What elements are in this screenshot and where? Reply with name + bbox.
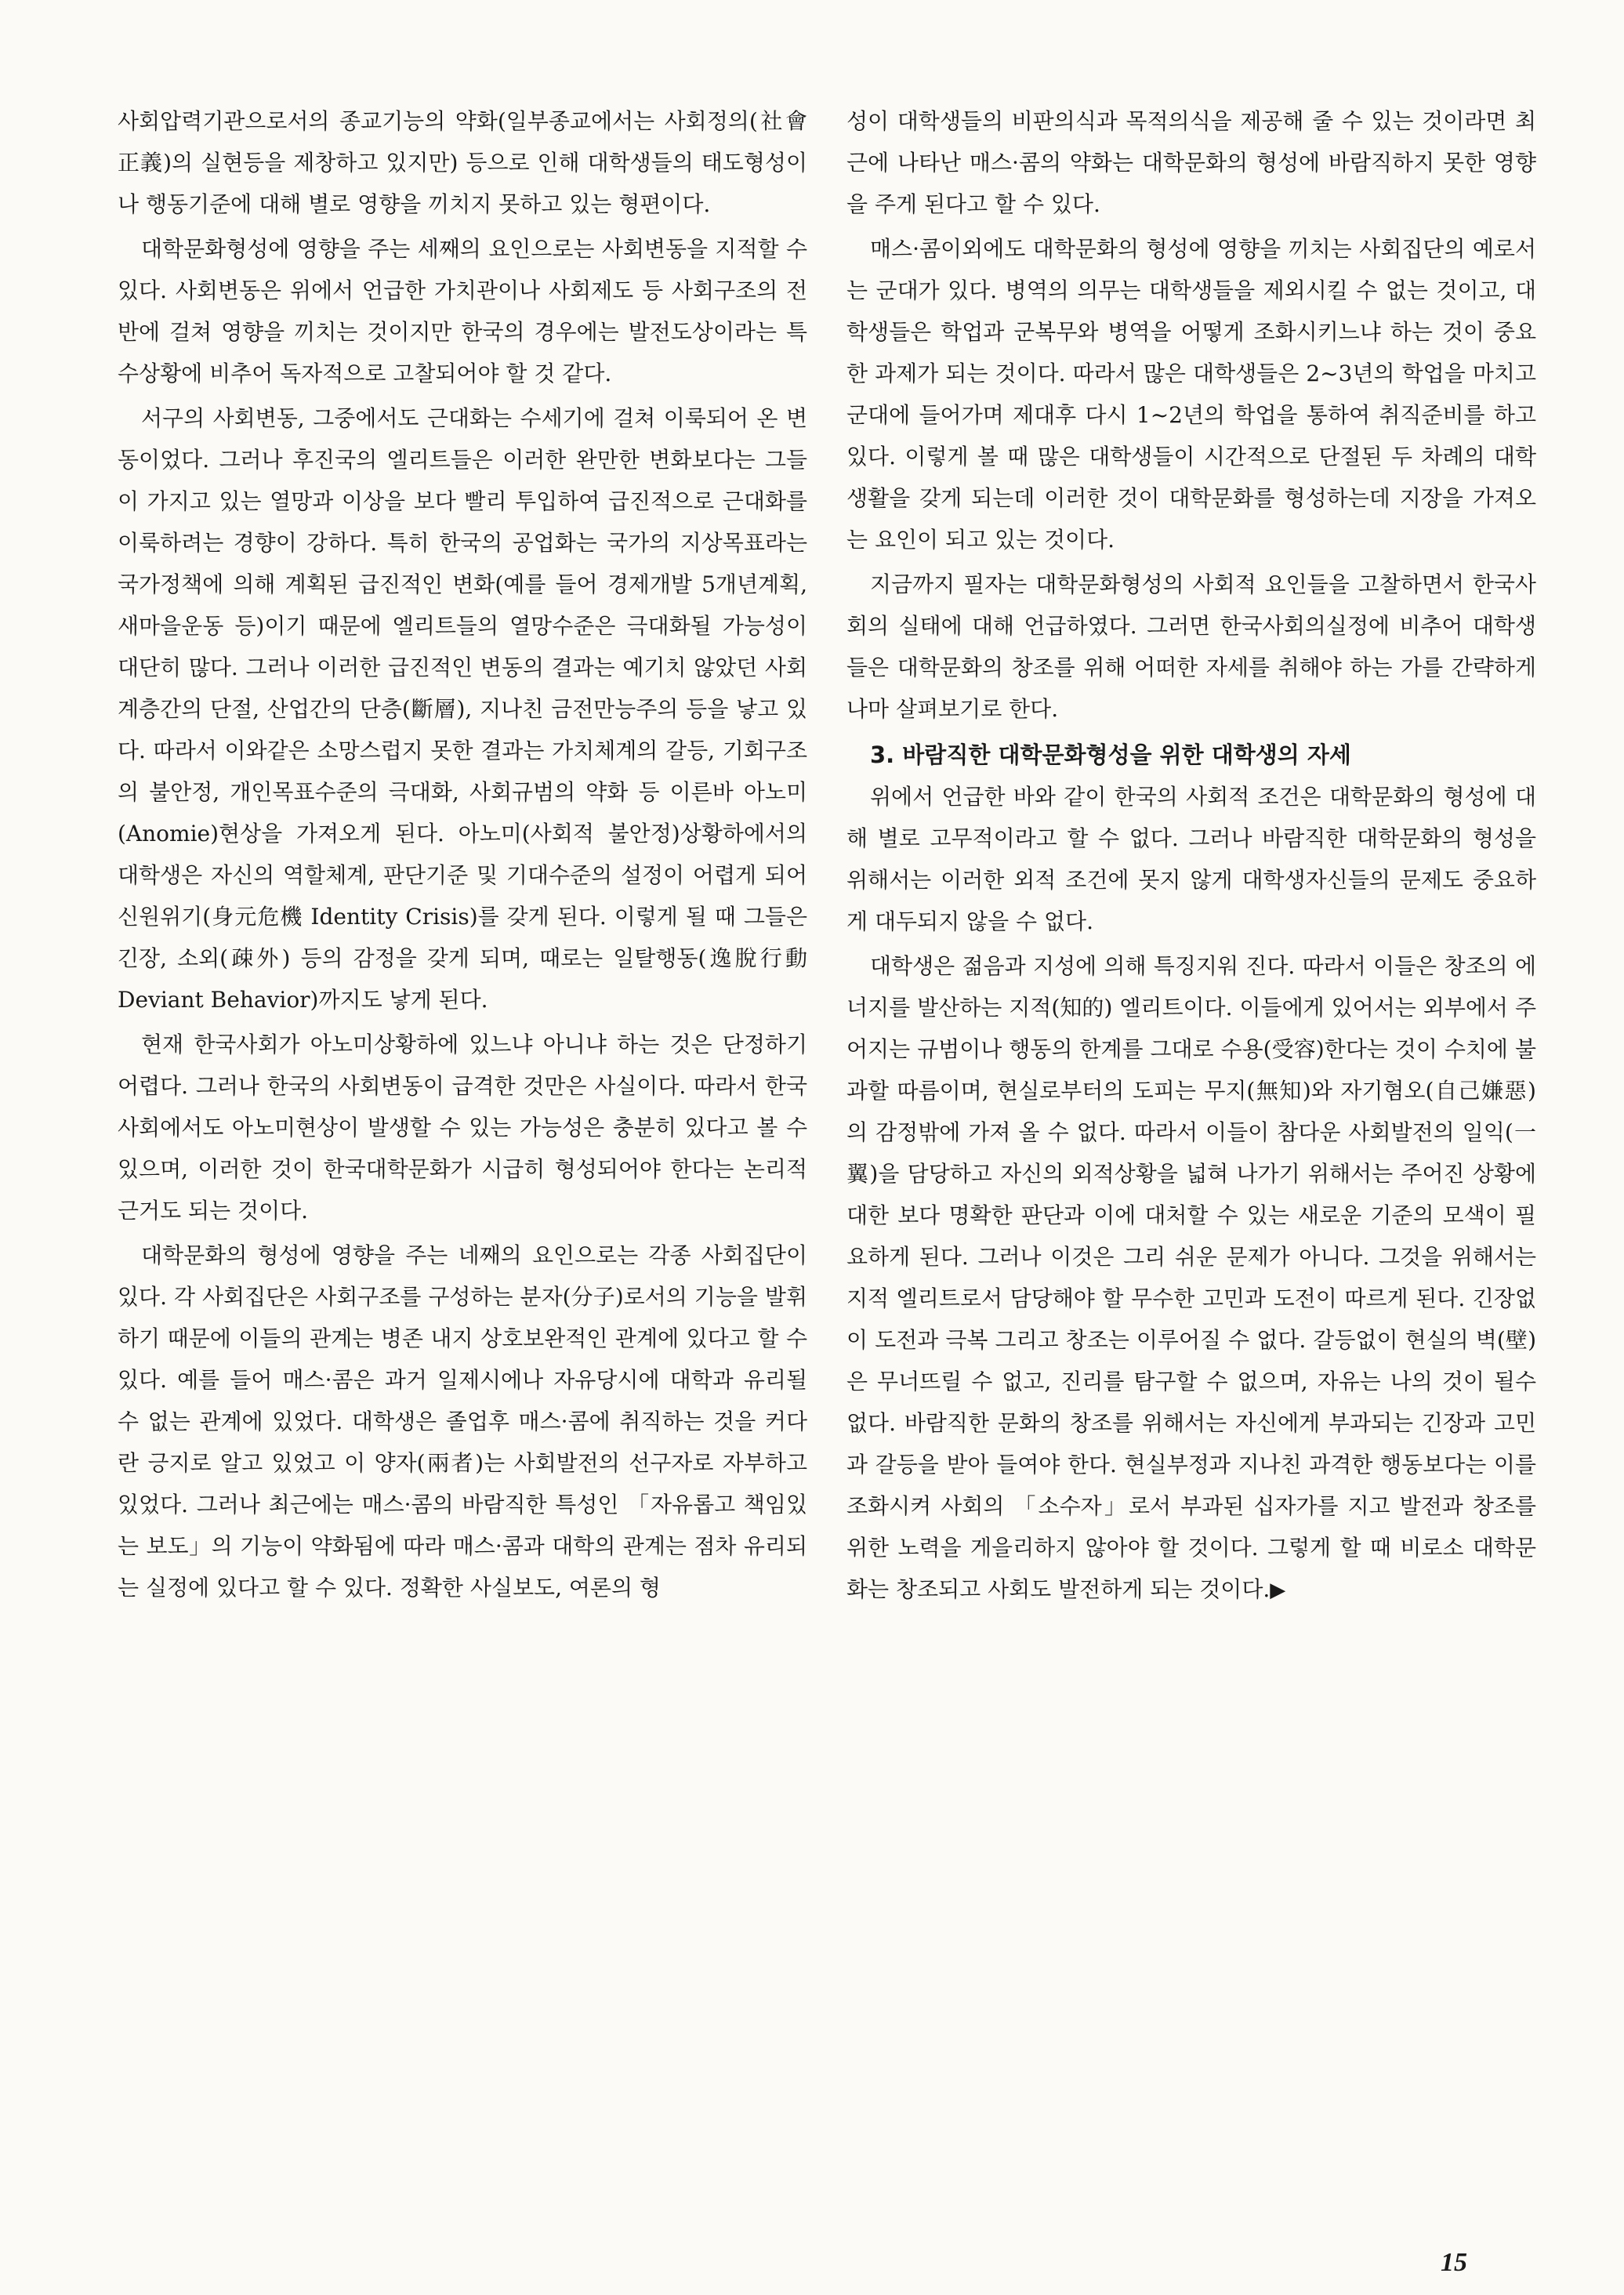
paragraph: 지금까지 필자는 대학문화형성의 사회적 요인들을 고찰하면서 한국사회의 실태에 대해 언급하였다. 그러면 한국사회의실정에 비추어 대학생들은 대학문화의 창조를 위해 어떠한 자세를 취해야 하는 가를 간략하게나마 살펴보기로 한다. [846, 571, 1536, 722]
paragraph: 현재 한국사회가 아노미상황하에 있느냐 아니냐 하는 것은 단정하기 어렵다. 그러나 한국의 사회변동이 급격한 것만은 사실이다. 따라서 한국사회에서도 아노미현상이 발생할 수 있는 가능성은 충분히 있다고 볼 수 있으며, 이러한 것이 한국대학문화가 시급히 형성되어야 한다는 논리적 근거도 되는 것이다. [118, 1031, 807, 1224]
paragraph-text: 대학생은 젊음과 지성에 의해 특징지워 진다. 따라서 이들은 창조의 에너지를 발산하는 지적(知的) 엘리트이다. 이들에게 있어서는 외부에서 주어지는 규범이나 행동의 한계를 그대로 수용(受容)한다는 것이 수치에 불과할 따름이며, 현실로부터의 도피는 무지(無知)와 자기혐오(自己嫌惡)의 감정밖에 가져 올 수 없다. 따라서 이들이 참다운 사회발전의 일익(一翼)을 담당하고 자신의 외적상황을 넓혀 나가기 위해서는 주어진 상황에 대한 보다 명확한 판단과 이에 대처할 수 있는 새로운 기준의 모색이 필요하게 된다. 그러나 이것은 그리 쉬운 문제가 아니다. 그것을 위해서는 지적 엘리트로서 담당해야 할 무수한 고민과 도전이 따르게 된다. 긴장없이 도전과 극복 그리고 창조는 이루어질 수 없다. 갈등없이 현실의 벽(壁)은 무너뜨릴 수 없고, 진리를 탐구할 수 없으며, 자유는 나의 것이 될수 없다. 바람직한 문화의 창조를 위해서는 자신에게 부과되는 긴장과 고민과 갈등을 받아 들여야 한다. 현실부정과 지나친 과격한 행동보다는 이를 조화시켜 사회의 「소수자」로서 부과된 십자가를 지고 발전과 창조를 위한 노력을 게을리하지 않아야 할 것이다. 그렇게 할 때 비로소 대학문화는 창조되고 사회도 발전하게 되는 것이다. [846, 953, 1536, 1602]
paragraph: 위에서 언급한 바와 같이 한국의 사회적 조건은 대학문화의 형성에 대해 별로 고무적이라고 할 수 없다. 그러나 바람직한 대학문화의 형성을 위해서는 이러한 외적 조건에 못지 않게 대학생자신들의 문제도 중요하게 대두되지 않을 수 없다. [846, 784, 1536, 934]
section-heading: 3. 바람직한 대학문화형성을 위한 대학생의 자세 [870, 741, 1351, 768]
end-mark-icon: ▶ [1270, 1579, 1286, 1602]
paragraph: 성이 대학생들의 비판의식과 목적의식을 제공해 줄 수 있는 것이라면 최근에 나타난 매스·콤의 약화는 대학문화의 형성에 바람직하지 못한 영향을 주게 된다고 할 수 있다. [846, 108, 1536, 217]
paragraph: 대학문화의 형성에 영향을 주는 네째의 요인으로는 각종 사회집단이 있다. 각 사회집단은 사회구조를 구성하는 분자(分子)로서의 기능을 발휘하기 때문에 이들의 관계는 병존 내지 상호보완적인 관계에 있다고 할 수 있다. 예를 들어 매스·콤은 과거 일제시에나 자유당시에 대학과 유리될 수 없는 관계에 있었다. 대학생은 졸업후 매스·콤에 취직하는 것을 커다란 긍지로 알고 있었고 이 양자(兩者)는 사회발전의 선구자로 자부하고 있었다. 그러나 최근에는 매스·콤의 바람직한 특성인 「자유롭고 책임있는 보도」의 기능이 약화됨에 따라 매스·콤과 대학의 관계는 점차 유리되는 실정에 있다고 할 수 있다. 정확한 사실보도, 여론의 형 [118, 1242, 807, 1601]
right-column [846, 100, 1536, 1615]
paragraph [846, 945, 1536, 1612]
paragraph: 매스·콤이외에도 대학문화의 형성에 영향을 끼치는 사회집단의 예로서는 군대가 있다. 병역의 의무는 대학생들을 제외시킬 수 없는 것이고, 대학생들은 학업과 군복무와 병역을 어떻게 조화시키느냐 하는 것이 중요한 과제가 되는 것이다. 따라서 많은 대학생들은 2~3년의 학업을 마치고 군대에 들어가며 제대후 다시 1~2년의 학업을 통하여 취직준비를 하고 있다. 이렇게 볼 때 많은 대학생들이 시간적으로 단절된 두 차례의 대학생활을 갖게 되는데 이러한 것이 대학문화를 형성하는데 지장을 가져오는 요인이 되고 있는 것이다. [846, 236, 1536, 553]
paragraph: 대학문화형성에 영향을 주는 세째의 요인으로는 사회변동을 지적할 수 있다. 사회변동은 위에서 언급한 가치관이나 사회제도 등 사회구조의 전반에 걸쳐 영향을 끼치는 것이지만 한국의 경우에는 발전도상이라는 특수상황에 비추어 독자적으로 고찰되어야 할 것 같다. [118, 236, 807, 386]
page-number: 15 [1441, 2248, 1467, 2277]
paragraph: 사회압력기관으로서의 종교기능의 약화(일부종교에서는 사회정의(社會正義)의 실현등을 제창하고 있지만) 등으로 인해 대학생들의 태도형성이나 행동기준에 대해 별로 영향을 끼치지 못하고 있는 형편이다. [118, 108, 807, 217]
paragraph: 서구의 사회변동, 그중에서도 근대화는 수세기에 걸쳐 이룩되어 온 변동이었다. 그러나 후진국의 엘리트들은 이러한 완만한 변화보다는 그들이 가지고 있는 열망과 이상을 보다 빨리 투입하여 급진적으로 근대화를 이룩하려는 경향이 강하다. 특히 한국의 공업화는 국가의 지상목표라는 국가정책에 의해 계획된 급진적인 변화(예를 들어 경제개발 5개년계획, 새마을운동 등)이기 때문에 엘리트들의 열망수준은 극대화될 가능성이 대단히 많다. 그러나 이러한 급진적인 변동의 결과는 예기치 않았던 사회계층간의 단절, 산업간의 단층(斷層), 지나친 금전만능주의 등을 낳고 있다. 따라서 이와같은 소망스럽지 못한 결과는 가치체계의 갈등, 기회구조의 불안정, 개인목표수준의 극대화, 사회규범의 약화 등 이른바 아노미(Anomie)현상을 가져오게 된다. 아노미(사회적 불안정)상황하에서의 대학생은 자신의 역할체계, 판단기준 및 기대수준의 설정이 어렵게 되어 신원위기(身元危機 Identity Crisis)를 갖게 된다. 이렇게 될 때 그들은 긴장, 소외(疎外) 등의 감정을 갖게 되며, 때로는 일탈행동(逸脫行動 Deviant Behavior)까지도 낳게 된다. [118, 405, 807, 1013]
left-column [118, 100, 807, 1612]
